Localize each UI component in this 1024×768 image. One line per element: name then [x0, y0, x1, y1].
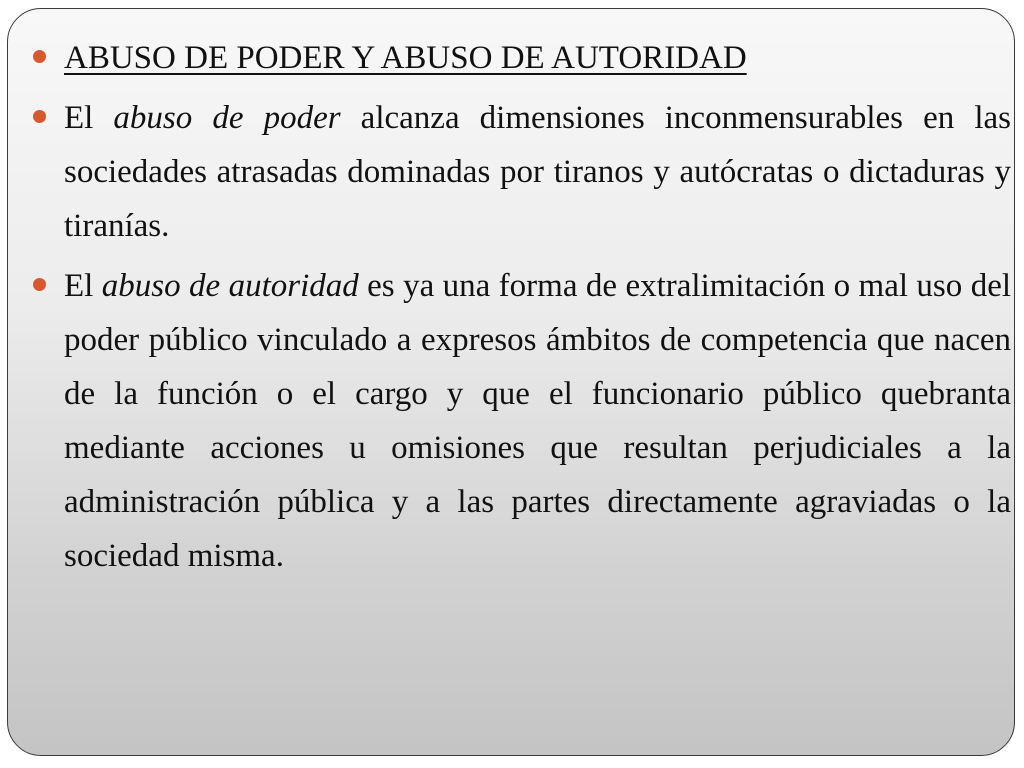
bullet-item-heading [28, 31, 1011, 85]
bullet-dot-icon [33, 50, 46, 63]
paragraph-lead: El [64, 268, 102, 304]
paragraph-text: alcanza dimensiones inconmensurables en las sociedades atrasadas dominadas por tiranos y autócratas o dictaduras y tiranías. [64, 100, 1012, 244]
bullet-item-abuso-de-autoridad [28, 259, 1011, 583]
paragraph-lead: El [64, 100, 114, 136]
slide-heading: ABUSO DE PODER Y ABUSO DE AUTORIDAD [64, 40, 747, 76]
paragraph-text: es ya una forma de extralimitación o mal uso del poder público vinculado a expresos ámbitos de competencia que nacen de la función o el cargo y que el funcionario público quebranta mediante acciones u omisiones que resultan perjudiciales a la administración pública y a las partes directamente agraviadas o la sociedad misma. [64, 268, 1012, 574]
slide-content [28, 31, 1011, 589]
bullet-item-abuso-de-poder [28, 91, 1011, 253]
slide-frame [7, 8, 1015, 756]
italic-term: abuso de autoridad [101, 268, 359, 304]
bullet-dot-icon [33, 110, 46, 123]
bullet-dot-icon [33, 278, 46, 291]
italic-term: abuso de poder [113, 100, 341, 136]
